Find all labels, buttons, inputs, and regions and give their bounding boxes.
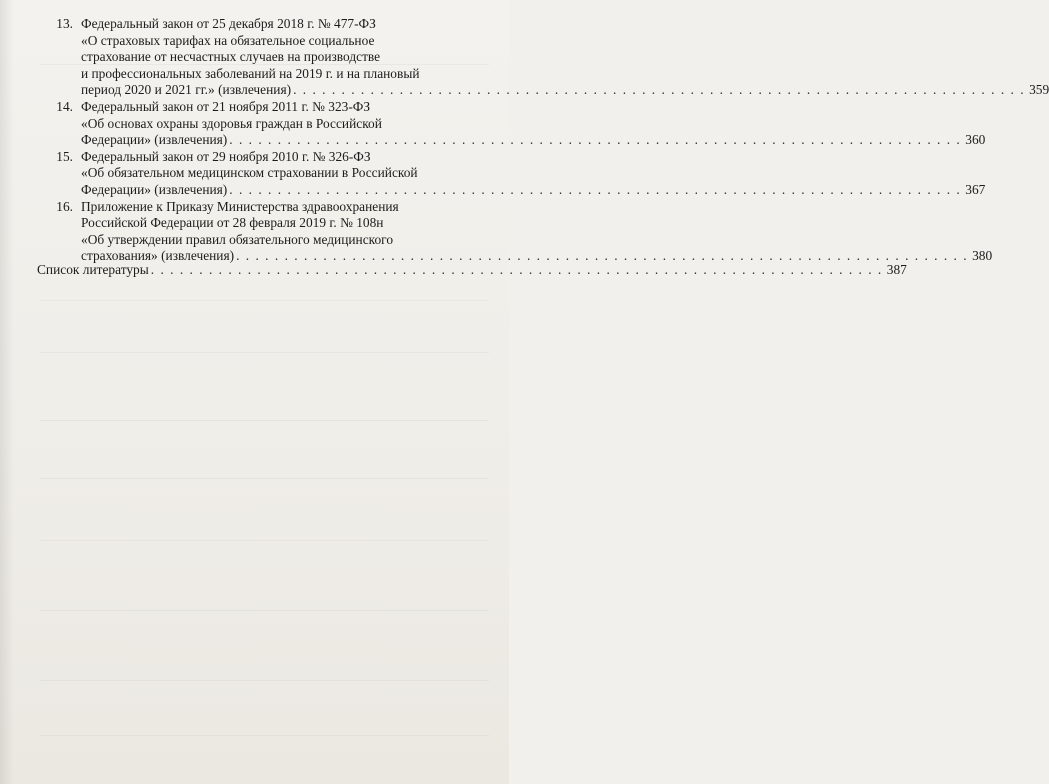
toc-entry-line: «Об обязательном медицинском страховании в Российской	[81, 165, 418, 181]
bleed-through-line	[40, 680, 489, 681]
toc-page-number: 360	[965, 132, 986, 148]
toc-entry-body	[81, 199, 992, 265]
toc-page-number: 359	[1029, 82, 1049, 98]
literature-label: Список литературы	[37, 262, 149, 277]
toc-entry-line: страхование от несчастных случаев на производстве	[81, 49, 381, 65]
dot-leader	[293, 82, 1025, 99]
toc-entry	[37, 16, 1049, 99]
dot-leader	[151, 262, 883, 279]
bleed-through-line	[40, 352, 489, 353]
toc-entry-last-line	[81, 132, 985, 149]
dot-leader	[229, 132, 961, 149]
toc-entry-line: период 2020 и 2021 гг.» (извлечения)	[81, 82, 292, 98]
toc-entry-number: 13.	[56, 16, 73, 31]
toc-entry-body	[81, 99, 985, 149]
toc-entry-line: Федерации» (извлечения)	[81, 181, 228, 197]
toc-entry-body	[81, 16, 1049, 99]
toc-entry-line: Федеральный закон от 25 декабря 2018 г. № 477-ФЗ	[81, 16, 376, 31]
toc-entry	[37, 198, 993, 265]
toc-entry-line: «О страховых тарифах на обязательное социальное	[81, 32, 375, 48]
toc-page-number: 387	[886, 262, 907, 277]
toc-entry-line: «Об утверждении правил обязательного медицинского	[81, 231, 394, 247]
toc-entry-line: страхования» (извлечения)	[81, 248, 235, 264]
toc-entry-number: 14.	[56, 98, 73, 114]
toc-entry-literature	[37, 262, 907, 279]
toc-entry-number: 16.	[56, 198, 73, 214]
toc-entry-line: Федеральный закон от 21 ноября 2011 г. № 323-ФЗ	[81, 98, 371, 114]
toc-entry-line: и профессиональных заболеваний на 2019 г. и на плановый	[81, 65, 420, 81]
toc-entry-line: «Об основах охраны здоровья граждан в Российской	[81, 115, 382, 131]
bleed-through-line	[40, 478, 489, 479]
toc-entry	[37, 98, 986, 149]
toc-entry-line: Федеральный закон от 29 ноября 2010 г. № 326-ФЗ	[81, 148, 371, 164]
table-of-contents	[37, 16, 1049, 265]
toc-entry-last-line	[81, 182, 985, 199]
toc-entry-number: 15.	[56, 148, 73, 164]
dot-leader	[229, 182, 961, 199]
toc-entry-last-line	[81, 82, 1049, 99]
bleed-through-line	[40, 420, 489, 421]
toc-entry	[37, 148, 986, 199]
toc-entry-body	[81, 149, 985, 199]
toc-page-number: 367	[965, 181, 986, 197]
bleed-through-line	[40, 540, 489, 541]
toc-entry-line: Российской Федерации от 28 февраля 2019 г. № 108н	[81, 215, 384, 231]
toc-page-number: 380	[972, 248, 993, 264]
bleed-through-line	[40, 300, 489, 301]
page-edge-shadow	[0, 0, 14, 784]
bleed-through-line	[40, 735, 489, 736]
toc-entry-line: Федерации» (извлечения)	[81, 132, 228, 148]
toc-entry-line: Приложение к Приказу Министерства здравоохранения	[81, 198, 399, 214]
bleed-through-line	[40, 610, 489, 611]
